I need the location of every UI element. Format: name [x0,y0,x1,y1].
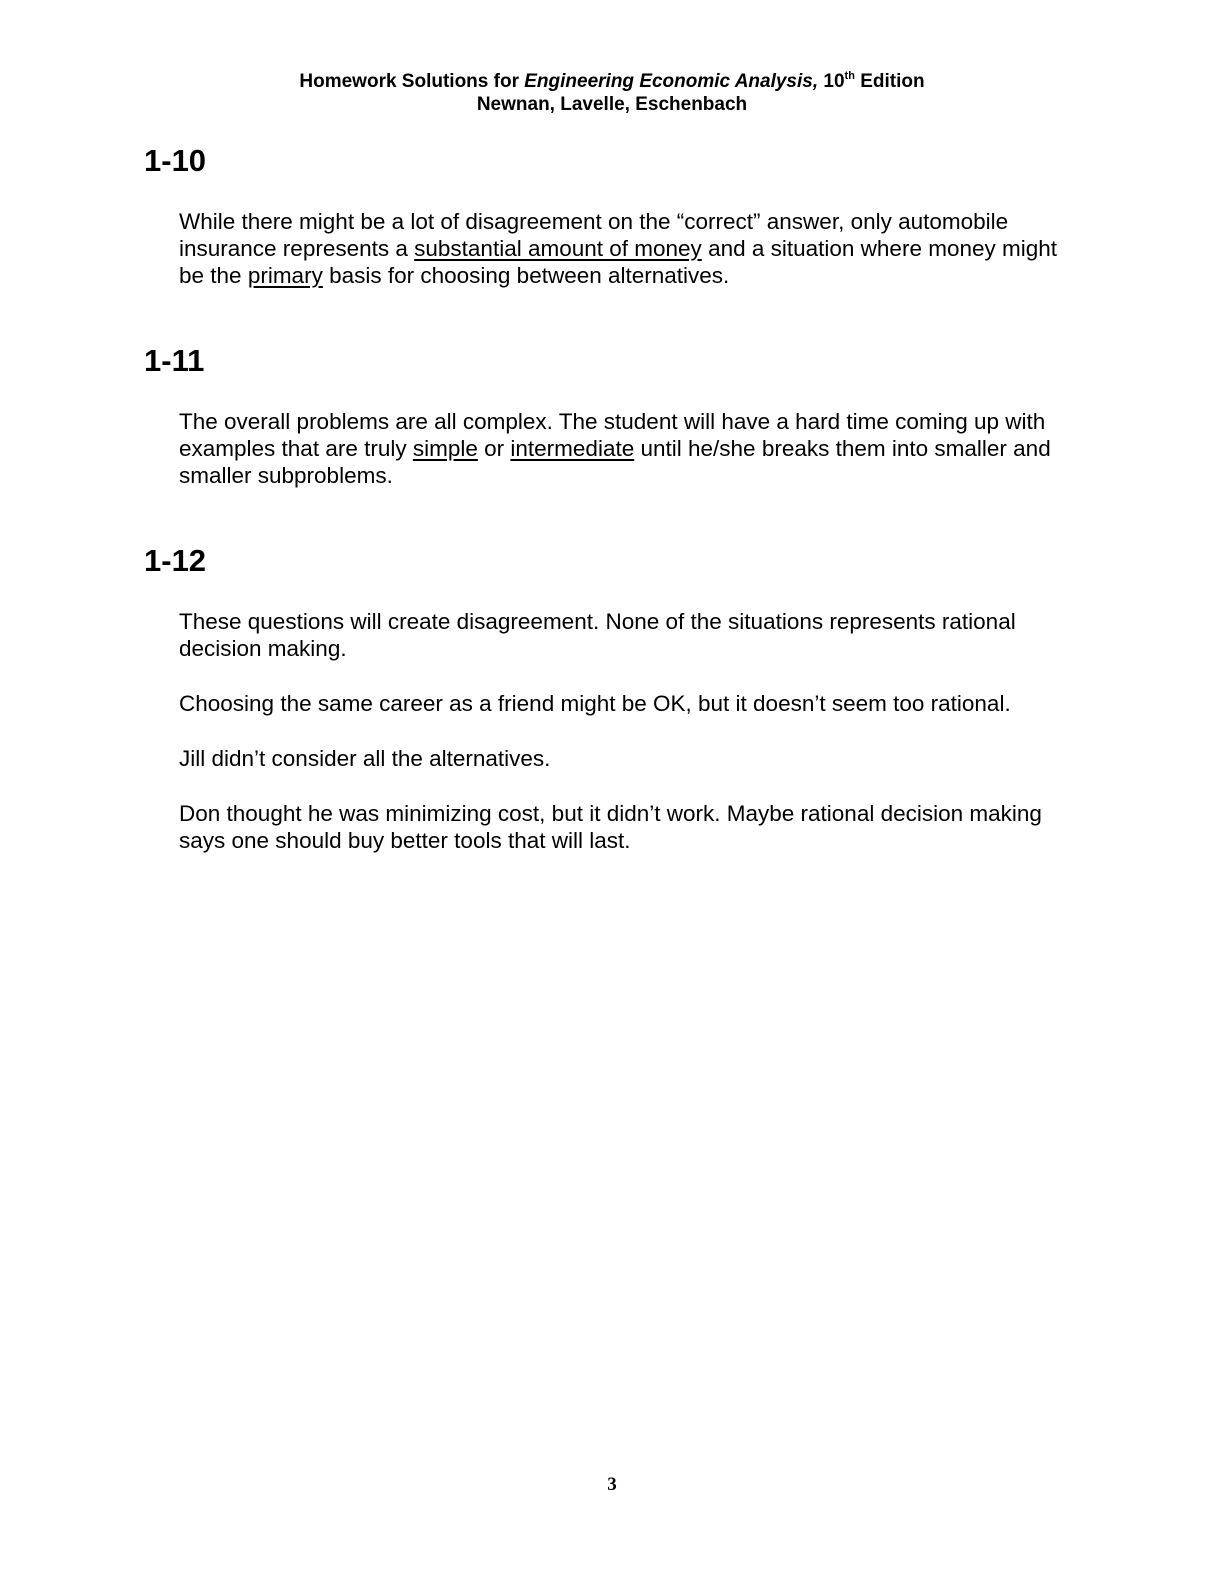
edition-suffix: Edition [854,71,925,92]
section-paragraph: While there might be a lot of disagreement on the “correct” answer, only automobile insurance represents a substantial amount of money and a situation where money might be the primary basis for choosing between alternatives. [179,209,1058,288]
underlined-text: simple [412,436,478,461]
section-paragraph: Don thought he was minimizing cost, but it didn’t work. Maybe rational decision making says one should buy better tools that will last. [179,801,1042,853]
section-1-12 [144,543,1084,854]
header-prefix: Homework Solutions for [299,71,525,92]
section-title: 1-11 [144,343,205,378]
section-title: 1-12 [144,543,207,578]
section-paragraph: Jill didn’t consider all the alternatives. [179,746,551,771]
section-1-11 [144,343,1084,489]
page-header [0,70,1224,116]
section-title: 1-10 [144,143,207,178]
edition-superscript: th [844,70,855,82]
page-number: 3 [607,1474,617,1495]
header-title-line [0,70,1224,93]
header-authors: Newnan, Lavelle, Eschenbach [476,94,748,115]
book-title: Engineering Economic Analysis, [524,71,819,92]
section-paragraph: The overall problems are all complex. The student will have a hard time coming up with examples that are truly simple or intermediate until he/she breaks them into smaller and smaller subproblems. [179,409,1051,488]
section-paragraph: Choosing the same career as a friend might be OK, but it doesn’t seem too rational. [179,691,1011,716]
underlined-text: primary [247,263,323,288]
underlined-text: substantial amount of money [414,236,702,261]
section-1-10 [144,143,1084,289]
edition-number: 10 [818,71,845,92]
underlined-text: intermediate [510,436,635,461]
section-paragraph: These questions will create disagreement. None of the situations represents rational decision making. [179,609,1016,661]
